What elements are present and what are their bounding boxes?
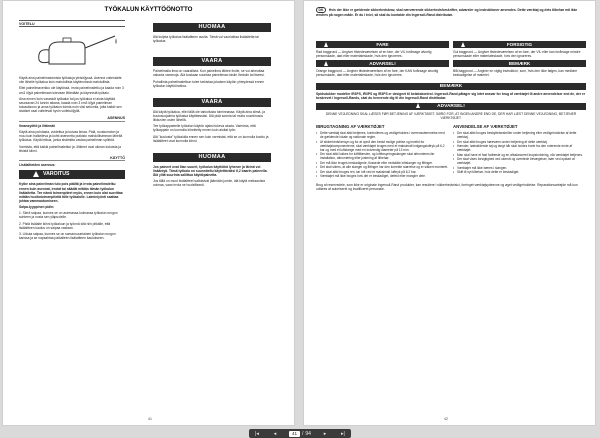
list-item: • Der skal altid bruges høreværn under betjening af dette værktøj. bbox=[453, 140, 586, 144]
list-item: • Der skal altid lukkes for lufttilførslen, og luftforsyningsslangen skal afmonteres før installation, afmontering eller justering af tilbehør. bbox=[316, 152, 449, 160]
list-item: • Skift til nyt tilbehør, hvis dette er beskadiget. bbox=[453, 170, 586, 174]
warning-icon bbox=[324, 61, 328, 66]
warning-icon bbox=[324, 42, 328, 47]
advarsel-banner-2 bbox=[316, 103, 586, 110]
huomaa-banner: HUOMAA bbox=[153, 23, 271, 32]
voitelu-para-1: Käytä aina paineilmatoimisia työkaluja yleisöljyssä. Asenna voitelulaite niin lähelle työkalua kuin mahdollista käytännössä mahdollista. bbox=[19, 76, 122, 85]
ilmansyotto-para-1: Käytä aina puhdasta, voideltua ja kuivaa ilmaa. Pidä, ruostumaton ja muu kuin halkeileva ja kohti asennettu putkisto mahdollisimman lähellä työkalua. Käytä letkua, jonka sisämitta vastaa paineilman syöttöä. bbox=[19, 130, 123, 143]
warning-icon bbox=[416, 103, 420, 108]
bemaerk2-text: Spidsdukker modeller IR3PS, IR3PS og IR3PS er designet til beløbskontrol. Ingersoll-Rand påtager sig intet ansvar for brug af værktøjet til andre anvendelser end de, der er beskrevet i Ingersoll-Rands, skal du henvende dig til din Ingersoll-Rand distributør. bbox=[316, 91, 586, 100]
bemaerk-banner-2: BEMÆRK bbox=[316, 83, 586, 90]
huomaa-text: Älä kuljeta työkalua lisälaitteen avulla. Tämä voi vaurioittaa lisälaitetta tai työkalua. bbox=[153, 35, 259, 44]
forsigtig-banner bbox=[453, 41, 586, 48]
salpa-step: 3. Liikuta salpaa, kunnes se on samansuuntainen työkalun rungon kanssa ja se napsahtaa paikalleen lisälaitteen kaulukseen. bbox=[19, 232, 116, 241]
page-number-input[interactable]: 41 bbox=[289, 431, 300, 437]
ilmansyotto-heading: Ilmansyöttö ja liitännät bbox=[19, 123, 55, 128]
language-badge: DK bbox=[316, 7, 326, 13]
previous-page-icon: ◂ bbox=[273, 430, 277, 437]
anvendelse-list bbox=[453, 131, 586, 174]
huomaa2-text: Jos paineet ovat liian suuret, työkalun käyttöikä lyhenee ja tärinä voi lisääntyä. Tämä työkalu on suunniteltu käytettäväksi 6,2 baarin paineella. Älä ylitä suurinta sallittua käyttöpainetta. bbox=[153, 164, 268, 177]
vaara-text-2: Puhallinta paineilmaletkun tulee tarkistaa jokaisen käytön yhteydessä ennen työkalun käyttöönottoa. bbox=[153, 79, 265, 88]
last-page-icon: ▸| bbox=[341, 430, 345, 437]
intro-text: Hvis der ikke er gældende sikkerhedskrav, skal nærværende sikkerhedsforskrifter, advarsler og instruktioner anvendes. Dette værktøj og dets tilbehør må ikke ændres på nogen måde. Er du i tvivl, så skal du kontakte din Ingersoll-Rand distributør. bbox=[316, 8, 578, 18]
list-item: • Af sikkerhedshensyn og for at opnå den bedst mulige ydelse og levetid for værktøjskomponenterne, skal værktøjet bruges med et maksimalt indgangsluftryk på 6,2 bar og med et luftslange med en indvendig diameter på 13 mm. bbox=[316, 140, 449, 152]
oil-can-icon bbox=[19, 30, 125, 72]
list-item: • Der skal altid bruges ren, tør luft ved et maksimalt lufttryk på 6,2 bar. bbox=[316, 170, 449, 174]
caps-notice: DENNE VEJLEDNING SKAL LÆSES FØR BETJENING AF VÆRKTØJET. SØRG FOR, AT INGEN ANDRE END DE, DER HAR LÆST DENNE VEJLEDNING, BETJENER VÆRKTØJET. bbox=[325, 111, 577, 120]
advarsel-banner bbox=[316, 60, 449, 67]
ibrugtagning-list bbox=[316, 131, 449, 178]
vaara-banner: VAARA bbox=[153, 57, 271, 66]
advarsel-text: Orange baggrund — Angiver tilstedeværelsen af en fare, der KAN forårsage alvorlig personskade, død eller materialeskade, hvis den ignoreres. bbox=[316, 69, 439, 78]
list-item: • Det skal sikres, at alle slanger og fittinger har den korrekte størrelse og er sikkert monteret. bbox=[316, 165, 449, 169]
page-navigation-toolbar bbox=[249, 429, 351, 438]
page-separator: / bbox=[302, 430, 304, 437]
asennus-heading: ASENNUS bbox=[19, 116, 125, 122]
huomaa2-text-2: Jos tällä on muut lisälaitteet sattuisivat jäämään jumiin, älä käytä mekaanista voimaa, vaan irrota ne huolellisesti. bbox=[153, 179, 265, 188]
list-item: • Dette værktøj skal altid betjenes, kontrolleres og vedligeholdes i overensstemmelse med de gældende lokale og nationale regler. bbox=[316, 131, 449, 139]
salpa-step: 1. Siirrä salpaa, kunnes se on asemassa kulmassa työkalun rungon suhteen ja nosta sen yläpuolelle. bbox=[19, 211, 118, 220]
previous-page-button[interactable] bbox=[271, 431, 279, 437]
right-page bbox=[303, 0, 596, 426]
forsigtig-label: FORSIGTIG bbox=[506, 42, 533, 47]
page-number: 42 bbox=[444, 417, 448, 421]
page-indicator bbox=[289, 431, 311, 437]
next-page-icon: ▸ bbox=[323, 430, 327, 437]
vaara2-text: Älä käytä työkalua, ellei tällä ole tarkoitusta toiminnassa. Käytä aina silmä- ja kuulosuojaimia työkalua käyttäessäsi. Älä pidä sormia tai muita ruumiinosia liikkuvien osien lähellä. bbox=[153, 109, 265, 122]
fare-banner bbox=[316, 41, 449, 48]
list-item: • Man skal have et fast fodfæste og en afbalanceret kropsholdning, når værktøjet betjenes. bbox=[453, 153, 586, 157]
forsigtig-text: Gul baggrund — Angiver tilstedeværelsen af en fare, der VIL eller kan forårsage mindre personskade eller materialeskade, hvis den ignoreres. bbox=[453, 50, 581, 59]
intro-block bbox=[316, 7, 586, 17]
lisalaitteiden-heading: Lisälaitteiden asennus: bbox=[19, 163, 56, 168]
warning-icon bbox=[33, 171, 39, 177]
first-page-button[interactable] bbox=[253, 431, 261, 437]
hazard-section bbox=[316, 41, 586, 193]
fare-text: Rød baggrund — Angiver tilstedeværelsen af en fare, der VIL forårsage alvorlig personskade, død eller materialeskade, hvis den ignoreres. bbox=[316, 50, 432, 59]
vaara-text: Paineilmalla ilma on vaarallista. Kun paineilma lähtee iholle, se voi aiheuttaa vakavia vammoja. Älä koskaan suuntaa paineilmaa toisiin ihmisiin tai itseesi. bbox=[153, 69, 265, 78]
ilmansyotto-para-2: Varmista, että kaikki paineilmaletkut ja -liittimet ovat oikean kokoisia ja tiivistä kiinni. bbox=[19, 144, 122, 153]
list-item: • Hænder, løstsiddende tøj og langt hår skal holdes borte fra den roterende ende af værktøjet. bbox=[453, 144, 586, 152]
list-item: • Der skal vises forsigtighed ved ukendt og uventede bevægelser, især ved opstart af værktøjet. bbox=[453, 157, 586, 165]
next-page-button[interactable] bbox=[321, 431, 329, 437]
footer-text: Brug af reservedele, som ikke er originale Ingersoll-Rand produkter, kan resultere i sikkerhedsrisici, forringet værktøjsydeevne og øget vedligeholdelse. Reparationsarbejde må kun udføres af autoriseret og kvalificeret personale. bbox=[316, 182, 578, 191]
bemaerk-text: Blå baggrund — Angiver en vigtig instruktion, som, hvis den ikke følges, kan medføre beskadigelse af materiel. bbox=[453, 69, 578, 78]
list-item: • Værktøjet må ikke bruges hvis det er beskadiget, defekt eller mangler dele. bbox=[316, 174, 449, 178]
page-number: 41 bbox=[148, 417, 152, 421]
left-column-2 bbox=[153, 20, 271, 190]
last-page-button[interactable] bbox=[339, 431, 347, 437]
list-item: • Der må ikke bruges beskadigede, flossede eller nedslidte luftslanger og fittinger. bbox=[316, 161, 449, 165]
varoitus-text: Kytke aina paineilman tulo pois päältä ja irrota paineilmaletku ennen kuin asennat, irrotat tai säädät mitään tämän työkalun lisälaitetta. Tee nämä toimenpiteet myös, ennen kuin alat suorittaa mitään huoltotoimenpiteitä tälle työkalulle. Laiminlyönti saattaa johtaa vammautumiseen. bbox=[19, 182, 123, 203]
kaytto-heading: KÄYTTÖ bbox=[19, 156, 125, 162]
left-column-1 bbox=[19, 20, 125, 243]
vaara2-text-3: Älä "kuulosta" työkalulla ennen sen kuin varmistat, että se on kunnolla koottu ja lisälaitteet ovat kunnolla kiinni. bbox=[153, 134, 269, 143]
page-title: TYÖKALUN KÄYTTÖÖNOTTO bbox=[104, 6, 193, 13]
left-page bbox=[2, 0, 295, 426]
huomaa-banner-2: HUOMAA bbox=[153, 153, 271, 162]
voitelu-para-3: Aina ennen kuin varastoit työkalun tai jos työkalua ei aiota käyttää seuraavan 24 tunnin aikana, kaada noin 3 cm3 öljyä paineilman tuloaukkoon ja anna työkalun toimia noin viisi sekuntia, jotta kaikki sen sisäiset osat voitelevat hyvin voiteluöljyllä. bbox=[19, 96, 122, 114]
salpa-step: 2. Pistä lisälaite kiinni työkaluun ja työnnä sitä niin pitkälle, että lisälaitteen kaulus on salpaa vastaan. bbox=[19, 221, 111, 230]
ibrugtagning-heading: IBRUGTAGNING AF VÆRKTØJET bbox=[316, 123, 385, 129]
fare-label: FARE bbox=[376, 42, 389, 47]
voitelu-para-2: Ellei paineilmaverkko ole käytössä, irrota paineilmaletku ja kaada noin 3 cm3 öljyä paineilmaan tulevaan liitäntään ja käynnistä työkalu. bbox=[19, 86, 124, 95]
vaara-banner-2: VAARA bbox=[153, 98, 271, 107]
warning-icon bbox=[461, 42, 465, 47]
list-item: • Der skal altid bruges beskyttelsesbriller under betjening eller vedligeholdelse af dette værktøj. bbox=[453, 131, 586, 139]
varoitus-label: VAROITUS bbox=[43, 171, 70, 178]
first-page-icon: |◂ bbox=[255, 430, 259, 437]
oil-can-illustration bbox=[19, 30, 125, 72]
varoitus-banner bbox=[19, 170, 125, 179]
salpa-heading: Salpa-tyyppinen pidin: bbox=[19, 205, 55, 210]
vaara2-text-2: Tee työkappaleelle työkalun käytön ajaksi tukeva alusta. Varmista, että työkappale on kunnolla kiinnitetty ennen kuin aloitat työn. bbox=[153, 124, 256, 133]
total-pages: 94 bbox=[305, 430, 311, 437]
advarsel2-label: ADVARSEL! bbox=[437, 103, 465, 109]
list-item: • Værktøjet må ikke bæres i slangen. bbox=[453, 166, 586, 170]
voitelu-heading: VOITELU bbox=[19, 20, 125, 27]
bemaerk-banner: BEMÆRK bbox=[453, 60, 586, 67]
anvendelse-heading: ANVENDELSE AF VÆRKTØJET bbox=[453, 123, 518, 129]
advarsel-label: ADVARSEL! bbox=[369, 61, 396, 67]
